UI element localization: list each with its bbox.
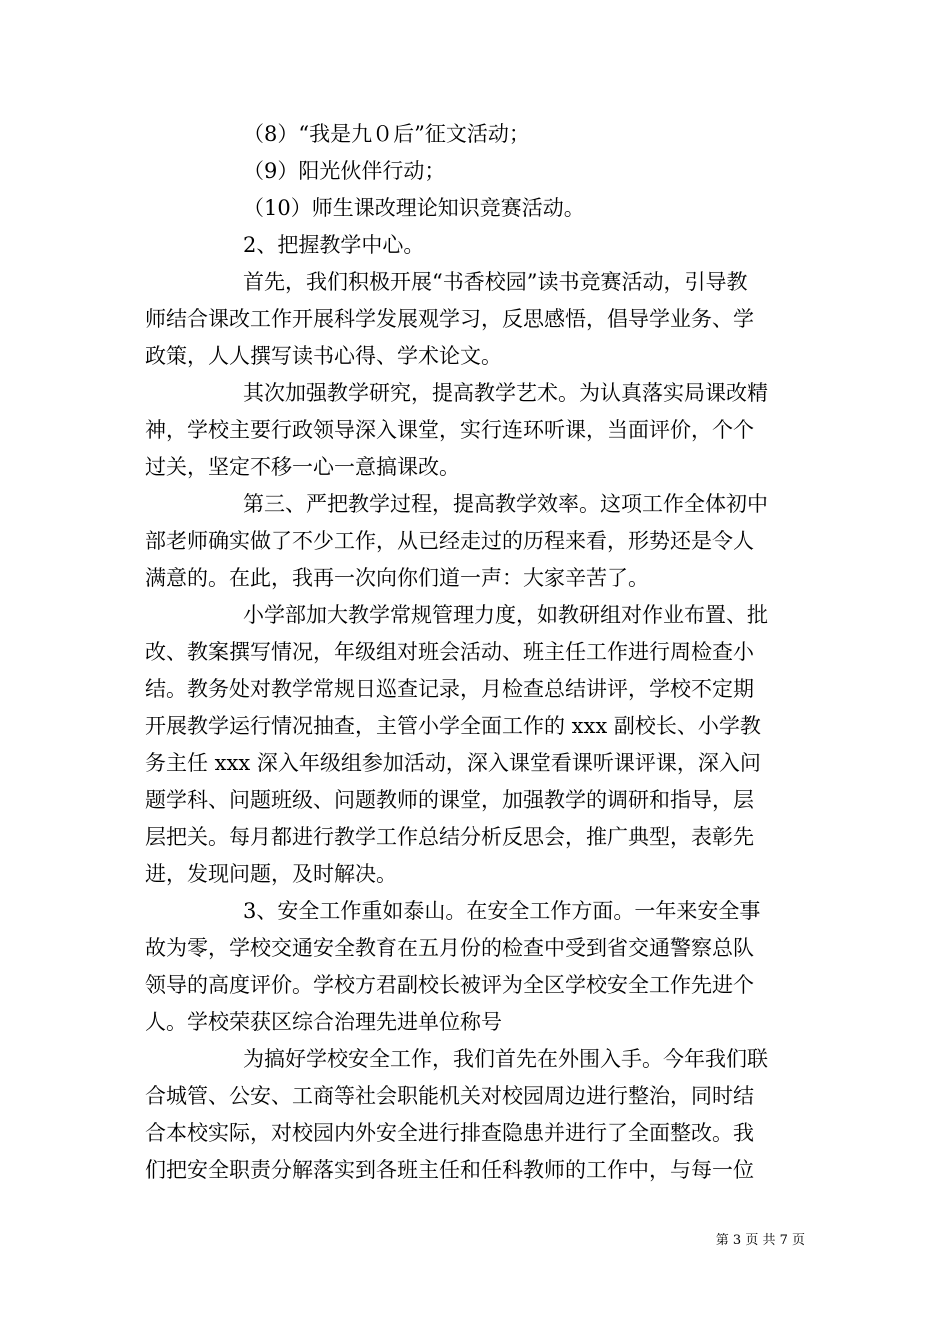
paragraph-line: 小学部加大教学常规管理力度，如教研组对作业布置、批 [243, 603, 768, 627]
list-item-8: （8）“我是九０后”征文活动； [243, 122, 530, 146]
document-body [145, 116, 805, 1189]
paragraph-line: 部老师确实做了不少工作，从已经走过的历程来看，形势还是令人 [145, 529, 754, 553]
paragraph-line: 为搞好学校安全工作，我们首先在外围入手。今年我们联 [243, 1047, 768, 1071]
paragraph-line: 进，发现问题，及时解决。 [145, 862, 397, 886]
paragraph-line: 合本校实际，对校园内外安全进行排查隐患并进行了全面整改。我 [145, 1121, 754, 1145]
section-heading-3: 3、安全工作重如泰山。在安全工作方面。一年来安全事 [243, 899, 761, 923]
paragraph-line: 其次加强教学研究，提高教学艺术。为认真落实局课改精 [243, 381, 768, 405]
paragraph-line: 开展教学运行情况抽查，主管小学全面工作的 xxx 副校长、小学教 [145, 714, 761, 738]
paragraph-line: 层把关。每月都进行教学工作总结分析反思会，推广典型，表彰先 [145, 825, 754, 849]
paragraph-line: 政策，人人撰写读书心得、学术论文。 [145, 344, 502, 368]
paragraph-line: 领导的高度评价。学校方君副校长被评为全区学校安全工作先进个 [145, 973, 754, 997]
paragraph-line: 们把安全职责分解落实到各班主任和任科教师的工作中，与每一位 [145, 1158, 754, 1182]
list-item-10: （10）师生课改理论知识竞赛活动。 [243, 196, 585, 220]
list-item-9: （9）阳光伙伴行动； [243, 159, 446, 183]
paragraph-line: 满意的。在此，我再一次向你们道一声：大家辛苦了。 [145, 566, 649, 590]
section-heading-2: 2、把握教学中心。 [243, 233, 425, 257]
paragraph-line: 务主任 xxx 深入年级组参加活动，深入课堂看课听课评课，深入问 [145, 751, 761, 775]
paragraph-line: 故为零，学校交通安全教育在五月份的检查中受到省交通警察总队 [145, 936, 754, 960]
paragraph-line: 师结合课改工作开展科学发展观学习，反思感悟，倡导学业务、学 [145, 307, 754, 331]
paragraph-line: 合城管、公安、工商等社会职能机关对校园周边进行整治，同时结 [145, 1084, 754, 1108]
paragraph-line: 神，学校主要行政领导深入课堂，实行连环听课，当面评价，个个 [145, 418, 754, 442]
paragraph-line: 第三、严把教学过程，提高教学效率。这项工作全体初中 [243, 492, 768, 516]
paragraph-line: 结。教务处对教学常规日巡查记录，月检查总结讲评，学校不定期 [145, 677, 754, 701]
paragraph-line: 改、教案撰写情况，年级组对班会活动、班主任工作进行周检查小 [145, 640, 754, 664]
paragraph-line: 人。学校荣获区综合治理先进单位称号 [145, 1010, 502, 1034]
page-number-footer: 第 3 页 共 7 页 [715, 1233, 805, 1248]
paragraph-line: 首先，我们积极开展“书香校园”读书竞赛活动，引导教 [243, 270, 748, 294]
paragraph-line: 过关，坚定不移一心一意搞课改。 [145, 455, 460, 479]
paragraph-line: 题学科、问题班级、问题教师的课堂，加强教学的调研和指导，层 [145, 788, 754, 812]
